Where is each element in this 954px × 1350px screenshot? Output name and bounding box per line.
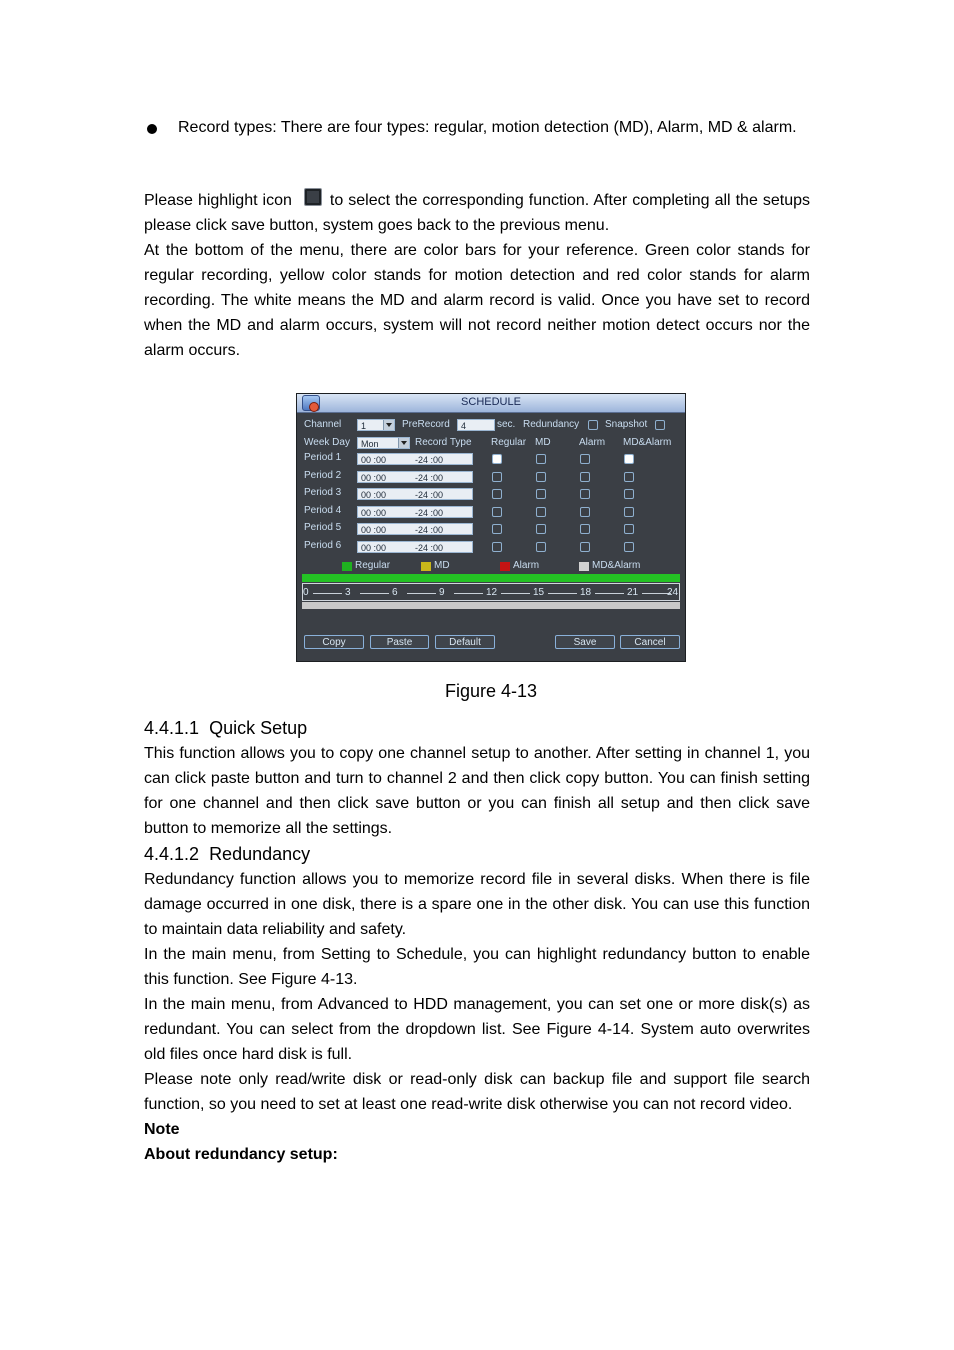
timeline-segment: [313, 593, 342, 594]
record-type-label: Record Type: [415, 437, 472, 448]
regular-checkbox[interactable]: [492, 524, 502, 534]
timeline-tick-label: 0: [303, 587, 309, 598]
period-label: Period 4: [304, 505, 342, 516]
redundancy-paragraph-1: Redundancy function allows you to memorize record file in several disks. When there is file damage occurred in one disk, there is a spare one in the other disk. You can use this function to maintain data reliability and safety.: [144, 871, 810, 938]
mdalarm-checkbox[interactable]: [624, 542, 634, 552]
figure-caption: Figure 4-13: [444, 681, 538, 701]
timeline-tick-label: 3: [345, 587, 351, 598]
period-label: Period 5: [304, 522, 342, 533]
weekday-select[interactable]: Mon: [357, 437, 410, 449]
period-label: Period 1: [304, 452, 342, 463]
md-checkbox[interactable]: [536, 454, 546, 464]
intro-part-1: Please highlight icon: [144, 192, 292, 209]
timeline-tick-label: 18: [580, 587, 592, 598]
sec-label: sec.: [497, 419, 516, 430]
legend-swatch-regular: [342, 562, 352, 571]
alarm-checkbox[interactable]: [580, 507, 590, 517]
legend-mdalarm: MD&Alarm: [592, 560, 641, 571]
default-button[interactable]: Default: [435, 635, 495, 649]
period-time-field[interactable]: 00 :00 -24 :00: [357, 523, 473, 535]
chevron-down-icon: [383, 420, 394, 430]
timeline-tick-label: 21: [627, 587, 639, 598]
alarm-checkbox[interactable]: [580, 489, 590, 499]
snapshot-label: Snapshot: [605, 419, 648, 430]
md-checkbox[interactable]: [536, 489, 546, 499]
copy-button[interactable]: Copy: [304, 635, 364, 649]
timeline-tick-label: 24: [667, 587, 679, 598]
weekday-label: Week Day: [304, 437, 350, 448]
quick-setup-paragraph: This function allows you to copy one channel setup to another. After setting in channel 1, you can click paste button and turn to channel 2 and then click copy button. You can finish setting for one channel and then click save button or you can finish all setup and then click save button to memorize all the settings.: [144, 745, 810, 837]
legend-alarm: Alarm: [513, 560, 540, 571]
about-redundancy-label: About redundancy setup:: [144, 1146, 338, 1163]
regular-checkbox[interactable]: [492, 507, 502, 517]
legend-swatch-alarm: [500, 562, 510, 571]
cancel-button[interactable]: Cancel: [620, 635, 680, 649]
md-checkbox[interactable]: [536, 507, 546, 517]
save-button[interactable]: Save: [555, 635, 615, 649]
heading-redundancy: [144, 841, 810, 867]
col-regular: Regular: [491, 437, 527, 448]
mdalarm-checkbox[interactable]: [624, 489, 634, 499]
period-time-field[interactable]: 00 :00 -24 :00: [357, 453, 473, 465]
prerecord-label: PreRecord: [402, 419, 450, 430]
redundancy-label: Redundancy: [523, 419, 580, 430]
period-time-field[interactable]: 00 :00 -24 :00: [357, 471, 473, 483]
period-time-field[interactable]: 00 :00 -24 :00: [357, 488, 473, 500]
timeline-segment: [360, 593, 389, 594]
schedule-screenshot: [296, 393, 686, 662]
alarm-checkbox[interactable]: [580, 542, 590, 552]
legend-swatch-mdalarm: [579, 562, 589, 571]
redundancy-paragraph-3: In the main menu, from Advanced to HDD management, you can set one or more disk(s) as redundant. You can select from the dropdown list. See Figure 4-14. System auto overwrites old files once hard disk is full.: [144, 996, 810, 1063]
schedule-title-bar: [297, 394, 685, 413]
heading-text: Redundancy: [209, 844, 311, 864]
redundancy-checkbox[interactable]: [588, 420, 598, 430]
col-mdalarm: MD&Alarm: [623, 437, 672, 448]
period-label: Period 6: [304, 540, 342, 551]
period-time-field[interactable]: 00 :00 -24 :00: [357, 506, 473, 518]
regular-checkbox[interactable]: [492, 542, 502, 552]
mdalarm-checkbox[interactable]: [624, 524, 634, 534]
md-checkbox[interactable]: [536, 524, 546, 534]
prerecord-input[interactable]: 4: [457, 419, 495, 431]
note-label: Note: [144, 1121, 180, 1138]
timeline-segment: [501, 593, 530, 594]
md-checkbox[interactable]: [536, 542, 546, 552]
schedule-title: SCHEDULE: [461, 396, 521, 408]
regular-checkbox[interactable]: [492, 489, 502, 499]
alarm-checkbox[interactable]: [580, 472, 590, 482]
timeline-tick-label: 9: [439, 587, 445, 598]
timeline-segment: [595, 593, 624, 594]
channel-label: Channel: [304, 419, 342, 430]
timeline-tick-label: 6: [392, 587, 398, 598]
col-alarm: Alarm: [579, 437, 606, 448]
regular-checkbox[interactable]: [492, 472, 502, 482]
chevron-down-icon: [398, 438, 409, 448]
heading-quick-setup: [144, 715, 810, 741]
channel-select[interactable]: 1: [357, 419, 395, 431]
highlight-icon: [304, 188, 322, 206]
timeline-tick-label: 15: [533, 587, 545, 598]
snapshot-checkbox[interactable]: [655, 420, 665, 430]
heading-number: 4.4.1.1: [144, 718, 200, 738]
mdalarm-checkbox[interactable]: [624, 507, 634, 517]
intro-section: [144, 188, 810, 363]
col-md: MD: [535, 437, 551, 448]
period-time-field[interactable]: 00 :00 -24 :00: [357, 541, 473, 553]
timeline-tick-label: 12: [486, 587, 498, 598]
bullet-text: Record types: There are four types: regular, motion detection (MD), Alarm, MD & alarm.: [178, 119, 797, 136]
intro-paragraph-1: [144, 188, 810, 238]
timeline-segment: [407, 593, 436, 594]
sections: [144, 715, 810, 1167]
legend-regular: Regular: [355, 560, 391, 571]
record-types-bullet: [144, 116, 810, 140]
heading-text: Quick Setup: [209, 718, 308, 738]
intro-paragraph-2: At the bottom of the menu, there are color bars for your reference. Green color stands for regular recording, yellow color stands for motion detection and red color stands for alarm recording. The white means the MD and alarm record is valid. Once you have set to record when the MD and alarm occurs, system will not record neither motion detect occurs nor the alarm occurs.: [144, 242, 810, 359]
timeline-bottom-bar: [302, 602, 680, 609]
timeline-segment: [454, 593, 483, 594]
period-label: Period 3: [304, 487, 342, 498]
md-checkbox[interactable]: [536, 472, 546, 482]
paste-button[interactable]: Paste: [370, 635, 429, 649]
timeline-segment: [548, 593, 577, 594]
intro-part-2: to select the corresponding function. After completing all the setups please click save button, system goes back to the previous menu.: [144, 192, 811, 234]
legend-md: MD: [434, 560, 450, 571]
heading-number: 4.4.1.2: [144, 844, 200, 864]
alarm-checkbox[interactable]: [580, 524, 590, 534]
mdalarm-checkbox[interactable]: [624, 472, 634, 482]
mdalarm-checkbox[interactable]: [624, 454, 634, 464]
legend-swatch-md: [421, 562, 431, 571]
alarm-checkbox[interactable]: [580, 454, 590, 464]
redundancy-paragraph-4: Please note only read/write disk or read-only disk can backup file and support file search function, so you need to set at least one read-write disk otherwise you can not record video.: [144, 1071, 810, 1113]
timeline-ruler: [302, 583, 680, 601]
bullet-dot: [147, 124, 157, 134]
period-label: Period 2: [304, 470, 342, 481]
redundancy-paragraph-2: In the main menu, from Setting to Schedule, you can highlight redundancy button to enable this function. See Figure 4-13.: [144, 946, 810, 988]
regular-color-bar: [302, 574, 680, 582]
regular-checkbox[interactable]: [492, 454, 502, 464]
